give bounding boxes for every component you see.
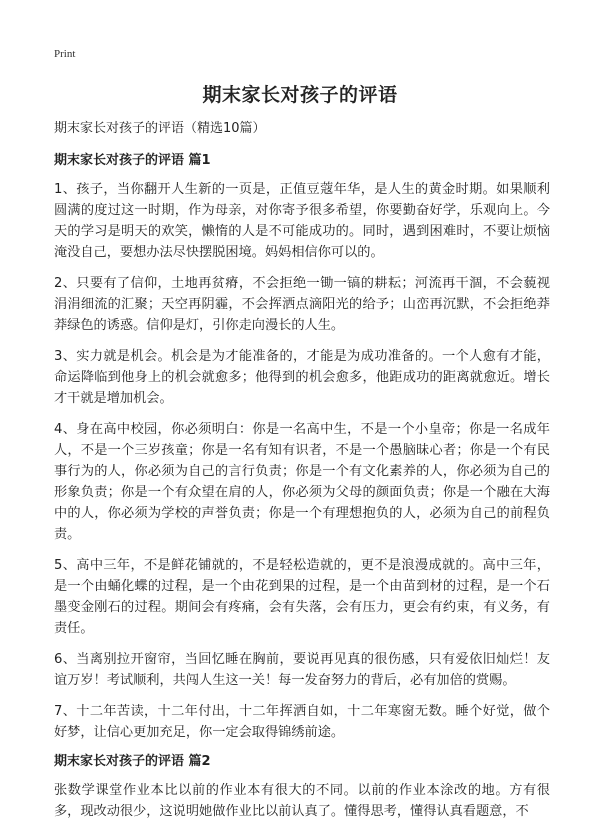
comment-paragraph: 7、十二年苦读，十二年付出，十二年挥洒自如，十二年寒窗无数。睡个好觉，做个好梦，让信心更加充足，你一定会取得锦绣前途。 bbox=[54, 704, 550, 740]
document-subtitle: 期末家长对孩子的评语（精选10篇） bbox=[54, 121, 266, 136]
section-heading: 期末家长对孩子的评语 篇2 bbox=[54, 754, 211, 769]
document-title: 期末家长对孩子的评语 bbox=[202, 84, 398, 106]
comment-paragraph: 2、只要有了信仰，土地再贫瘠，不会拒绝一锄一镐的耕耘；河流再干涸，不会藐视涓涓细流的汇聚；天空再阴霾，不会挥洒点滴阳光的给予；山峦再沉默，不会拒绝莽莽绿色的诱惑。信仰是灯，引你走向漫长的人生。 bbox=[54, 276, 550, 333]
comment-paragraph: 3、实力就是机会。机会是为才能准备的，才能是为成功准备的。一个人愈有才能，命运降临到他身上的机会就愈多；他得到的机会愈多，他距成功的距离就愈近。增长才干就是增加机会。 bbox=[54, 349, 550, 406]
comment-paragraph: 6、当离别拉开窗帘，当回忆睡在胸前，要说再见真的很伤感，只有爱依旧灿烂！友谊万岁！考试顺利，共闯人生这一关！每一发奋努力的背后，必有加倍的赏赐。 bbox=[54, 652, 550, 688]
document-body bbox=[54, 120, 550, 822]
print-link[interactable]: Print bbox=[54, 48, 76, 60]
section-2 bbox=[54, 753, 550, 822]
comment-paragraph: 1、孩子，当你翻开人生新的一页是，正值豆蔻年华，是人生的黄金时期。如果顺利圆满的度过这一时期，作为母亲，对你寄予很多希望，你要勤奋好学，乐观向上。今天的学习是明天的欢笑，懒惰的人是不可能成功的。同时，遇到困难时，不要让烦恼淹没自己，要想办法尽快摆脱困境。妈妈相信你可以的。 bbox=[54, 182, 550, 260]
section-1 bbox=[54, 152, 550, 743]
comment-paragraph: 4、身在高中校园，你必须明白：你是一名高中生，不是一个小皇帝；你是一名成年人，不是一个三岁孩童；你是一名有知有识者，不是一个愚脑昧心者；你是一个有民事行为的人，你必须为自己的言行负责；你是一个有文化素养的人，你必须为自己的形象负责；你是一个有众望在肩的人，你必须为父母的颜面负责；你是一个融在大海中的人，你必须为学校的声誉负责；你是一个有理想抱负的人，必须为自己的前程负责。 bbox=[54, 422, 550, 542]
section-heading: 期末家长对孩子的评语 篇1 bbox=[54, 153, 211, 168]
comment-paragraph: 张数学课堂作业本比以前的作业本有很大的不同。以前的作业本涂改的地。方有很多，现改动很少，这说明她做作业比以前认真了。懂得思考，懂得认真看题意，不 bbox=[54, 783, 550, 819]
comment-paragraph: 5、高中三年，不是鲜花铺就的，不是轻松造就的，更不是浪漫成就的。高中三年，是一个由蛹化蝶的过程，是一个由花到果的过程，是一个由苗到材的过程，是一个石墨变金刚石的过程。期间会有疼痛，会有失落，会有压力，更会有约束，有义务，有责任。 bbox=[54, 558, 550, 636]
